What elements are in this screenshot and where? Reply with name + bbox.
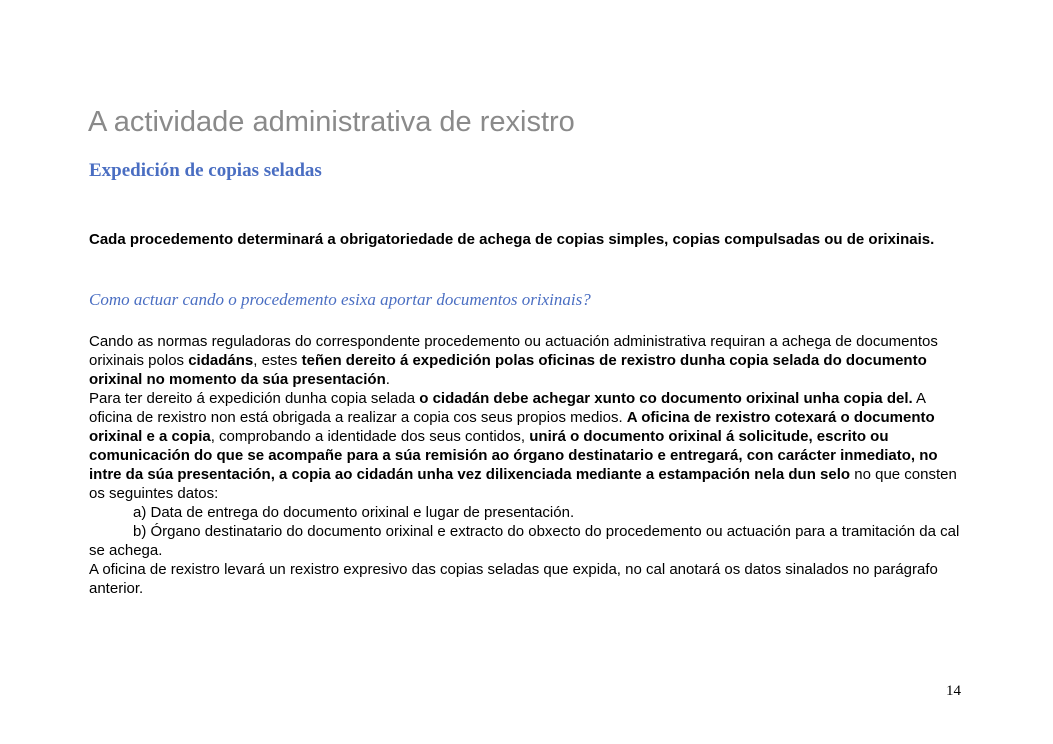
p1-text: , estes	[253, 352, 302, 369]
closing-paragraph: A oficina de rexistro levará un rexistro expresivo das copias seladas que expida, no cal anotará os datos sinalados no parágrafo anterior.	[89, 561, 938, 597]
p2-text: no que consten os seguintes datos:	[89, 466, 957, 502]
p1-bold: teñen dereito á expedición polas oficinas de rexistro dunha copia selada do documento orixinal no momento da súa presentación	[89, 352, 927, 388]
section-subtitle: Expedición de copias seladas	[89, 160, 322, 181]
p2-text: A oficina de rexistro non está obrigada a realizar a copia cos seus propios medios.	[89, 390, 926, 426]
page-number: 14	[946, 683, 961, 699]
p2-text: , comprobando a identidade dos seus contidos,	[210, 428, 530, 445]
p2-bold: A oficina de rexistro cotexará o documento orixinal e a copia	[89, 409, 935, 445]
list-item-b	[89, 522, 969, 560]
p1-text: .	[385, 371, 390, 388]
body-text	[89, 332, 969, 598]
paragraph-1	[89, 332, 969, 389]
paragraph-2	[89, 389, 969, 503]
p2-bold: o cidadán debe achegar xunto co documento orixinal unha copia del.	[419, 390, 913, 407]
page-title: A actividade administrativa de rexistro	[88, 106, 575, 138]
lead-paragraph: Cada procedemento determinará a obrigatoriedade de achega de copias simples, copias compulsadas ou de orixinais.	[89, 231, 935, 248]
question-heading: Como actuar cando o procedemento esixa aportar documentos orixinais?	[89, 290, 591, 309]
p1-bold: cidadáns	[188, 352, 254, 369]
list-item-b-text: b) Órgano destinatario do documento orixinal e extracto do obxecto do procedemento ou actuación para a tramitación da cal se achega.	[89, 523, 960, 559]
list-item-a: a) Data de entrega do documento orixinal e lugar de presentación.	[133, 504, 575, 521]
p1-text: Cando as normas reguladoras do correspondente procedemento ou actuación administrativa requiran a achega de documentos orixinais polos	[89, 333, 938, 369]
p2-text: Para ter dereito á expedición dunha copia selada	[89, 390, 420, 407]
p2-bold: unirá o documento orixinal á solicitude, escrito ou comunicación do que se acompañe para a súa remisión ao órgano destinatario e entregará, con carácter inmediato, no intre da súa presentación, a copia ao cidadán unha vez dilixenciada mediante a estampación nela dun selo	[89, 428, 938, 483]
